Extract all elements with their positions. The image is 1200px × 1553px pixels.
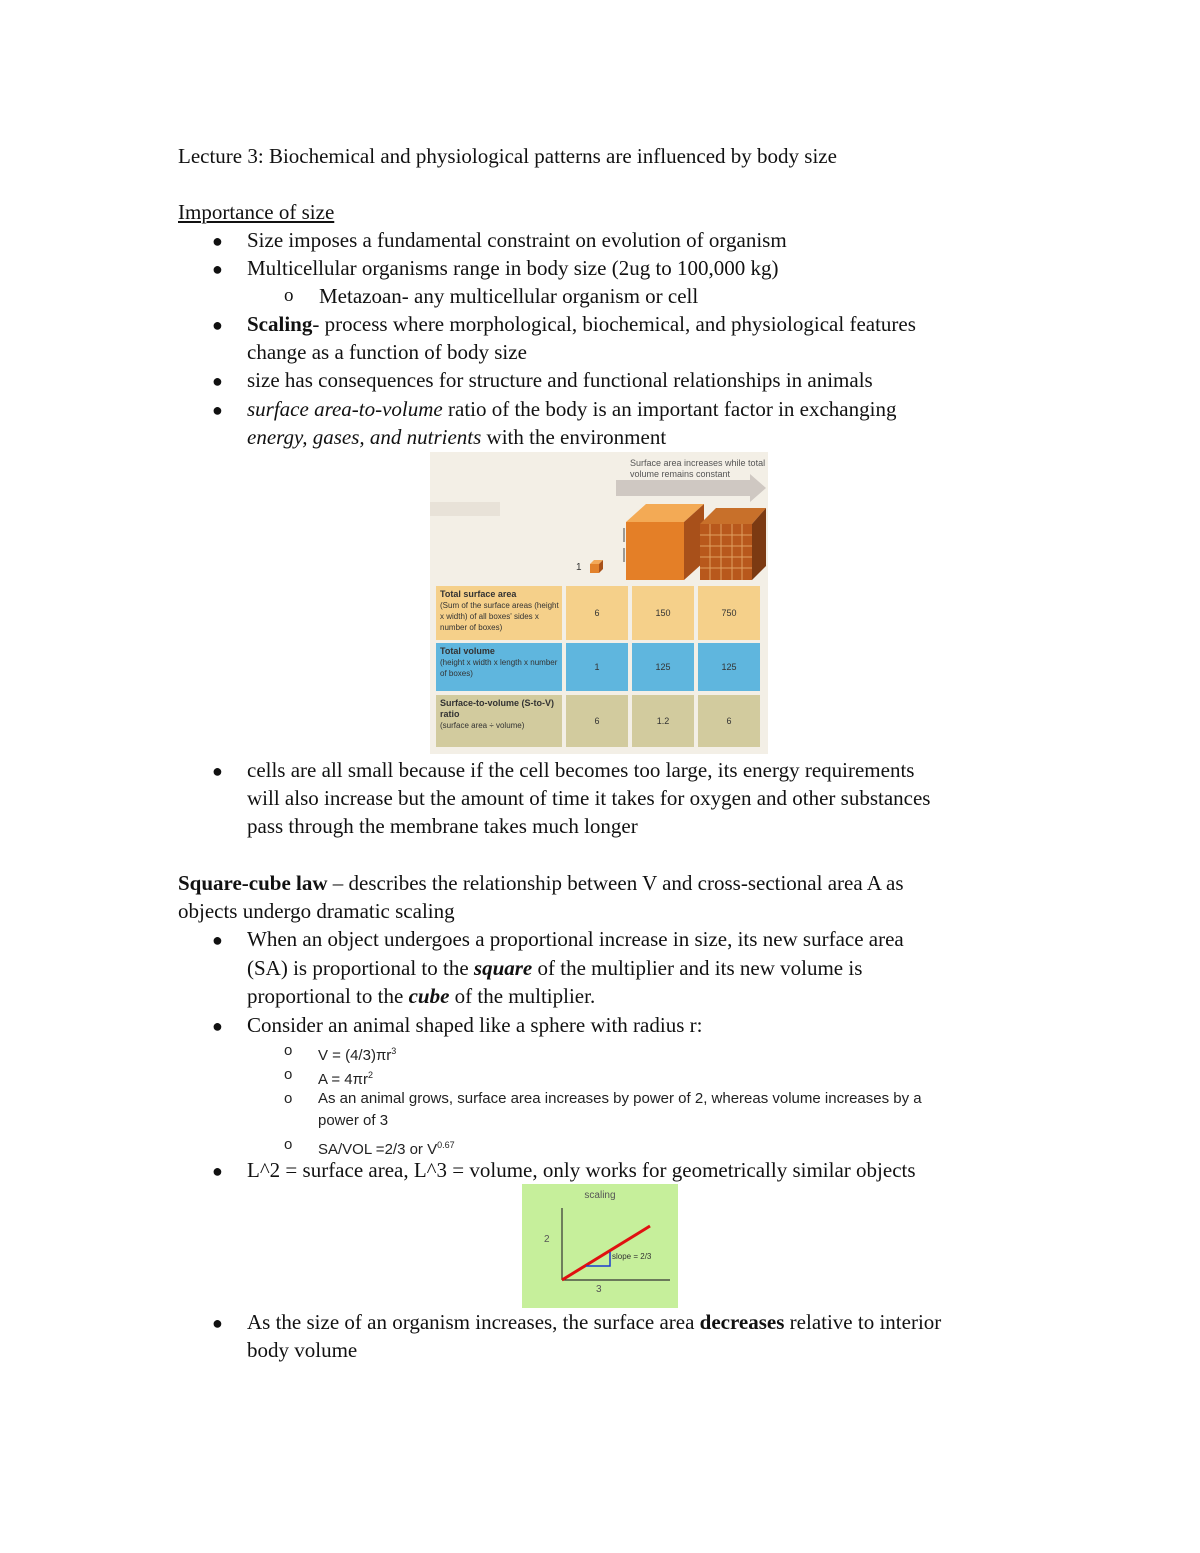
textured-cube-icon [700, 508, 766, 580]
arrow-caption: Surface area increases while total volume remains constant [630, 458, 766, 479]
list-subitem: Metazoan- any multicellular organism or cell [319, 284, 699, 308]
text-span: proportional to the [247, 984, 409, 1008]
list-item: L^2 = surface area, L^3 = volume, only works for geometrically similar objects [247, 1158, 916, 1182]
continuation-text: with the environment [481, 425, 667, 449]
table-cell: 1 [594, 662, 600, 672]
term-sa-volume: surface area-to-volume [247, 397, 443, 421]
list-item-continuation [247, 954, 862, 982]
list-item [247, 1308, 941, 1336]
square-cube-definition: – describes the relationship between V and cross-sectional area A as [327, 871, 904, 895]
list-item-continuation [247, 982, 595, 1010]
page-title: Lecture 3: Biochemical and physiological patterns are influenced by body size [178, 144, 837, 168]
section-heading-square-cube [178, 869, 904, 897]
scaling-definition: - process where morphological, biochemical, and physiological features [312, 312, 916, 336]
list-item-continuation [247, 423, 666, 451]
faint-text-block [430, 502, 500, 516]
bullet-icon: ● [212, 1016, 223, 1036]
list-subitem: As an animal grows, surface area increases by power of 2, whereas volume increases by a [318, 1090, 922, 1107]
list-item: size has consequences for structure and functional relationships in animals [247, 368, 873, 392]
list-item-sa-volume [247, 395, 896, 423]
medium-cube-icon [626, 504, 704, 580]
row-title: Total volume [440, 646, 495, 656]
bullet-icon: ● [212, 400, 223, 420]
term-cube: cube [408, 984, 450, 1008]
formula-area [318, 1064, 373, 1091]
slope-label: slope = 2/3 [612, 1252, 652, 1261]
sub-bullet-icon: o [284, 1136, 293, 1153]
sa-volume-text: ratio of the body is an important factor in exchanging [442, 397, 897, 421]
bullet-icon: ● [212, 371, 223, 391]
table-cell: 750 [721, 608, 737, 618]
text-span: As the size of an organism increases, the surface area [247, 1310, 700, 1334]
bullet-icon: ● [212, 315, 223, 335]
list-item: Multicellular organisms range in body size (2ug to 100,000 kg) [247, 256, 779, 280]
list-item-continuation: body volume [247, 1338, 358, 1362]
table-cell: 6 [594, 608, 600, 618]
row-label-surface-area [440, 589, 560, 633]
table-cell: 6 [594, 716, 600, 726]
scaling-graph-figure [522, 1184, 678, 1308]
row-subtitle: (Sum of the surface areas (height x width) of all boxes' sides x number of boxes) [440, 601, 559, 632]
bullet-icon: ● [212, 259, 223, 279]
surface-volume-figure [430, 452, 768, 754]
x-axis-label: 3 [596, 1284, 602, 1295]
bullet-icon: ● [212, 1161, 223, 1181]
row-subtitle: (surface area ÷ volume) [440, 721, 525, 730]
bullet-icon: ● [212, 1313, 223, 1333]
formula-volume [318, 1040, 396, 1067]
small-cube-icon [590, 560, 603, 573]
term-energy-gases: energy, gases, and nutrients [247, 425, 482, 449]
formula-text: SA/VOL =2/3 or V [318, 1141, 438, 1158]
term-square-cube: Square-cube law [178, 871, 328, 895]
row-label-volume [440, 646, 560, 679]
bullet-icon: ● [212, 761, 223, 781]
row-title: Surface-to-volume (S-to-V) ratio [440, 698, 555, 719]
table-cell: 125 [721, 662, 737, 672]
table-cell: 150 [655, 608, 671, 618]
text-span: relative to interior [784, 1310, 942, 1334]
sub-bullet-icon: o [284, 285, 294, 306]
row-title: Total surface area [440, 589, 517, 599]
small-cube-label: 1 [576, 562, 582, 573]
text-span: of the multiplier. [449, 984, 596, 1008]
row-label-ratio [440, 698, 560, 731]
term-decreases: decreases [699, 1310, 785, 1334]
text-span: (SA) is proportional to the [247, 956, 474, 980]
term-scaling: Scaling [247, 312, 313, 336]
table-cell: 1.2 [656, 716, 670, 726]
y-axis-label: 2 [544, 1234, 550, 1245]
list-item-continuation: pass through the membrane takes much longer [247, 814, 638, 838]
sub-bullet-icon: o [284, 1066, 293, 1083]
list-item: Consider an animal shaped like a sphere with radius r: [247, 1013, 703, 1037]
superscript: 2 [367, 1070, 373, 1080]
list-item: When an object undergoes a proportional increase in size, its new surface area [247, 927, 904, 951]
bullet-icon: ● [212, 231, 223, 251]
term-square: square [473, 956, 533, 980]
sub-bullet-icon: o [284, 1042, 293, 1059]
list-item-continuation: change as a function of body size [247, 340, 527, 364]
formula-text: V = (4/3)πr [318, 1047, 392, 1064]
formula-text: A = 4πr [318, 1071, 368, 1088]
heading-continuation: objects undergo dramatic scaling [178, 899, 455, 923]
superscript: 3 [391, 1046, 397, 1056]
text-span: of the multiplier and its new volume is [532, 956, 863, 980]
list-item-scaling [247, 310, 916, 338]
list-item: cells are all small because if the cell becomes too large, its energy requirements [247, 758, 915, 782]
bullet-icon: ● [212, 930, 223, 950]
table-cell: 125 [655, 662, 671, 672]
superscript: 0.67 [437, 1140, 455, 1150]
graph-title: scaling [584, 1190, 616, 1201]
list-item-continuation: will also increase but the amount of time it takes for oxygen and other substances [247, 786, 931, 810]
list-subitem-continuation: power of 3 [318, 1112, 389, 1129]
table-cell: 6 [726, 716, 732, 726]
list-item: Size imposes a fundamental constraint on evolution of organism [247, 228, 787, 252]
sub-bullet-icon: o [284, 1090, 293, 1107]
row-subtitle: (height x width x length x number of boxes) [440, 658, 558, 678]
section-heading-importance: Importance of size [178, 200, 335, 224]
